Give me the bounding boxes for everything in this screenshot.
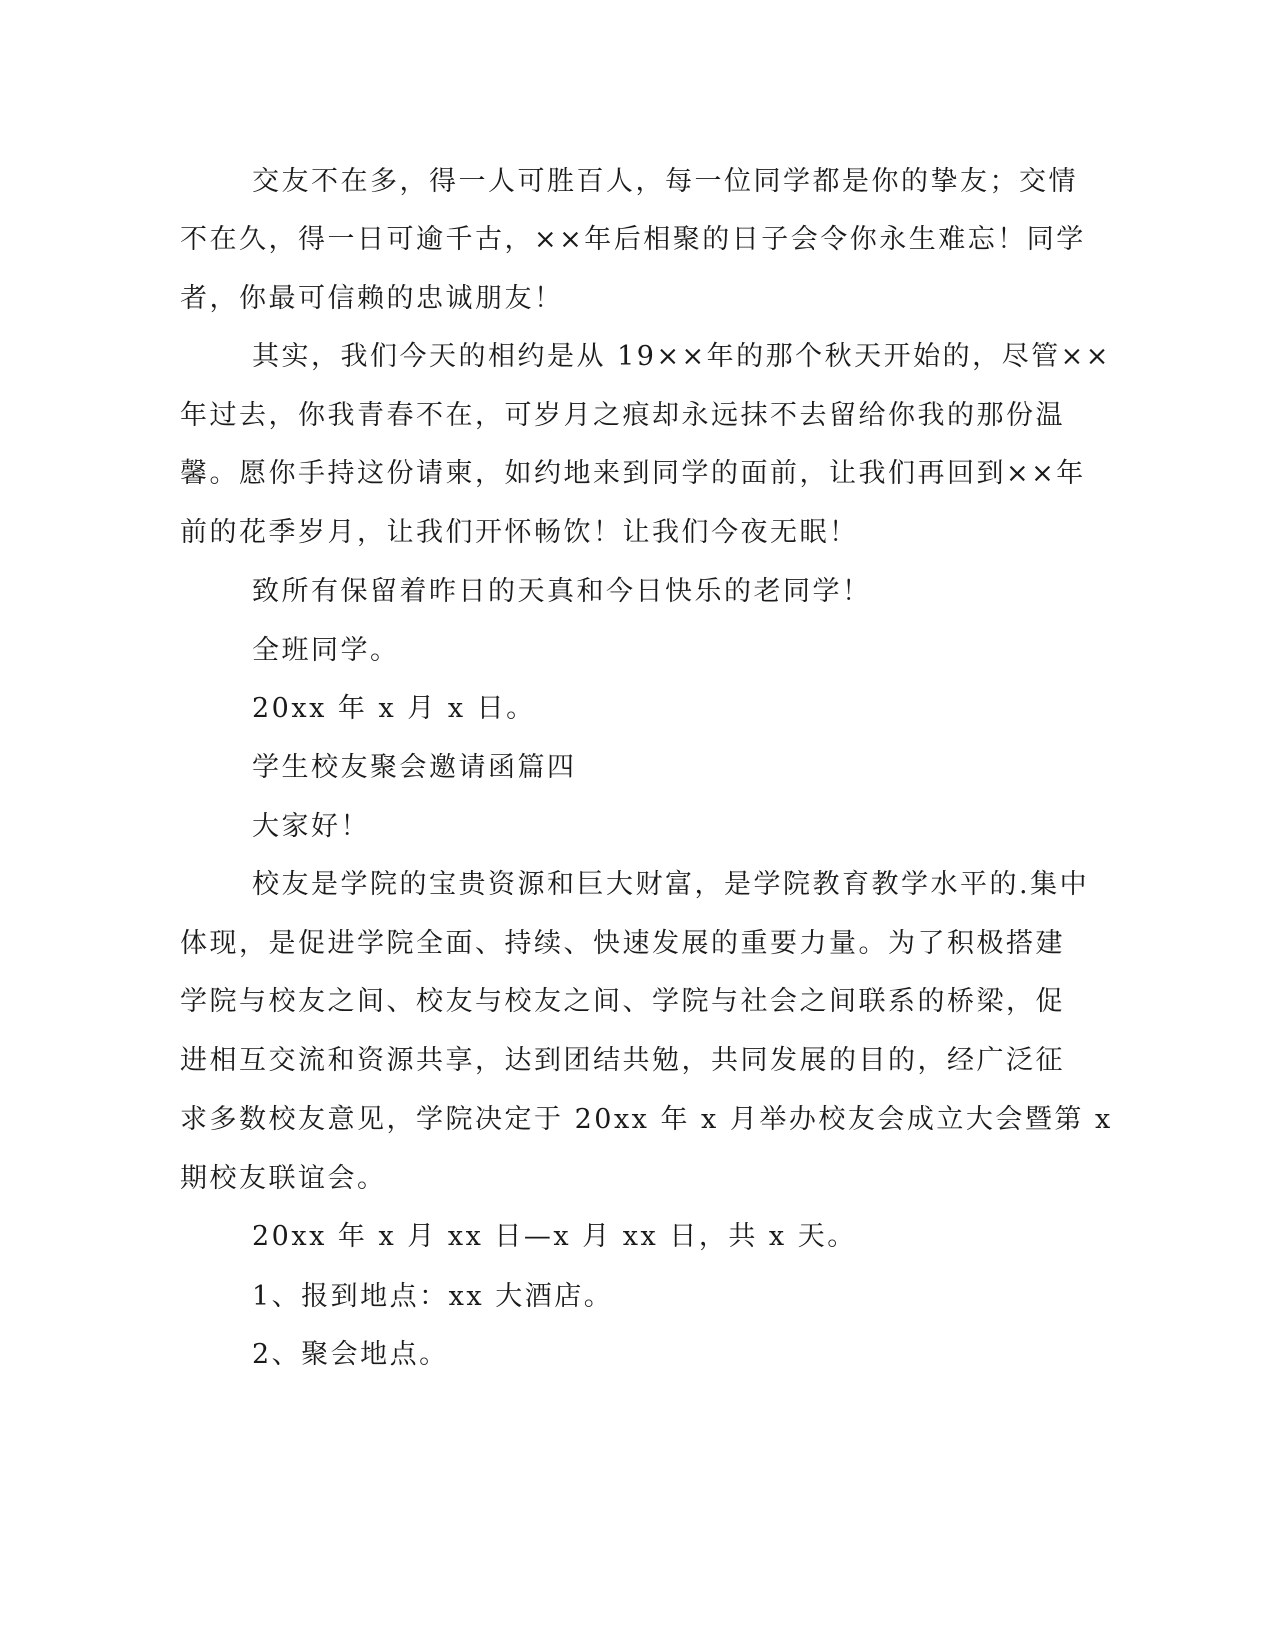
signature-line: 全班同学。 (252, 635, 400, 666)
date-line: 20xx 年 x 月 x 日。 (252, 693, 536, 724)
date-range-line: 20xx 年 x 月 xx 日—x 月 xx 日，共 x 天。 (252, 1221, 857, 1252)
paragraph-line: 体现，是促进学院全面、持续、快速发展的重要力量。为了积极搭建 (180, 928, 1065, 959)
salutation-line: 大家好！ (252, 811, 370, 842)
greeting-line: 致所有保留着昨日的天真和今日快乐的老同学！ (252, 576, 872, 607)
paragraph-line: 进相互交流和资源共享，达到团结共勉，共同发展的目的，经广泛征 (180, 1045, 1065, 1076)
paragraph-line: 求多数校友意见，学院决定于 20xx 年 x 月举办校友会成立大会暨第 x (180, 1104, 1113, 1135)
paragraph-line: 其实，我们今天的相约是从 19××年的那个秋天开始的，尽管×× (252, 341, 1111, 372)
paragraph-line: 不在久，得一日可逾千古，××年后相聚的日子会令你永生难忘！同学 (180, 224, 1086, 255)
section-title: 学生校友聚会邀请函篇四 (252, 752, 577, 783)
paragraph-line: 者，你最可信赖的忠诚朋友！ (180, 283, 564, 314)
paragraph-line: 前的花季岁月，让我们开怀畅饮！让我们今夜无眠！ (180, 517, 859, 548)
registration-location-line: 1、报到地点：xx 大酒店。 (252, 1281, 614, 1312)
paragraph-line: 校友是学院的宝贵资源和巨大财富，是学院教育教学水平的.集中 (252, 869, 1090, 900)
paragraph-line: 学院与校友之间、校友与校友之间、学院与社会之间联系的桥梁，促 (180, 986, 1065, 1017)
paragraph-line: 交友不在多，得一人可胜百人，每一位同学都是你的挚友；交情 (252, 166, 1078, 197)
paragraph-line: 年过去，你我青春不在，可岁月之痕却永远抹不去留给你我的那份温 (180, 400, 1065, 431)
paragraph-line: 期校友联谊会。 (180, 1163, 387, 1194)
paragraph-line: 馨。愿你手持这份请柬，如约地来到同学的面前，让我们再回到××年 (180, 458, 1086, 489)
party-location-line: 2、聚会地点。 (252, 1339, 449, 1370)
